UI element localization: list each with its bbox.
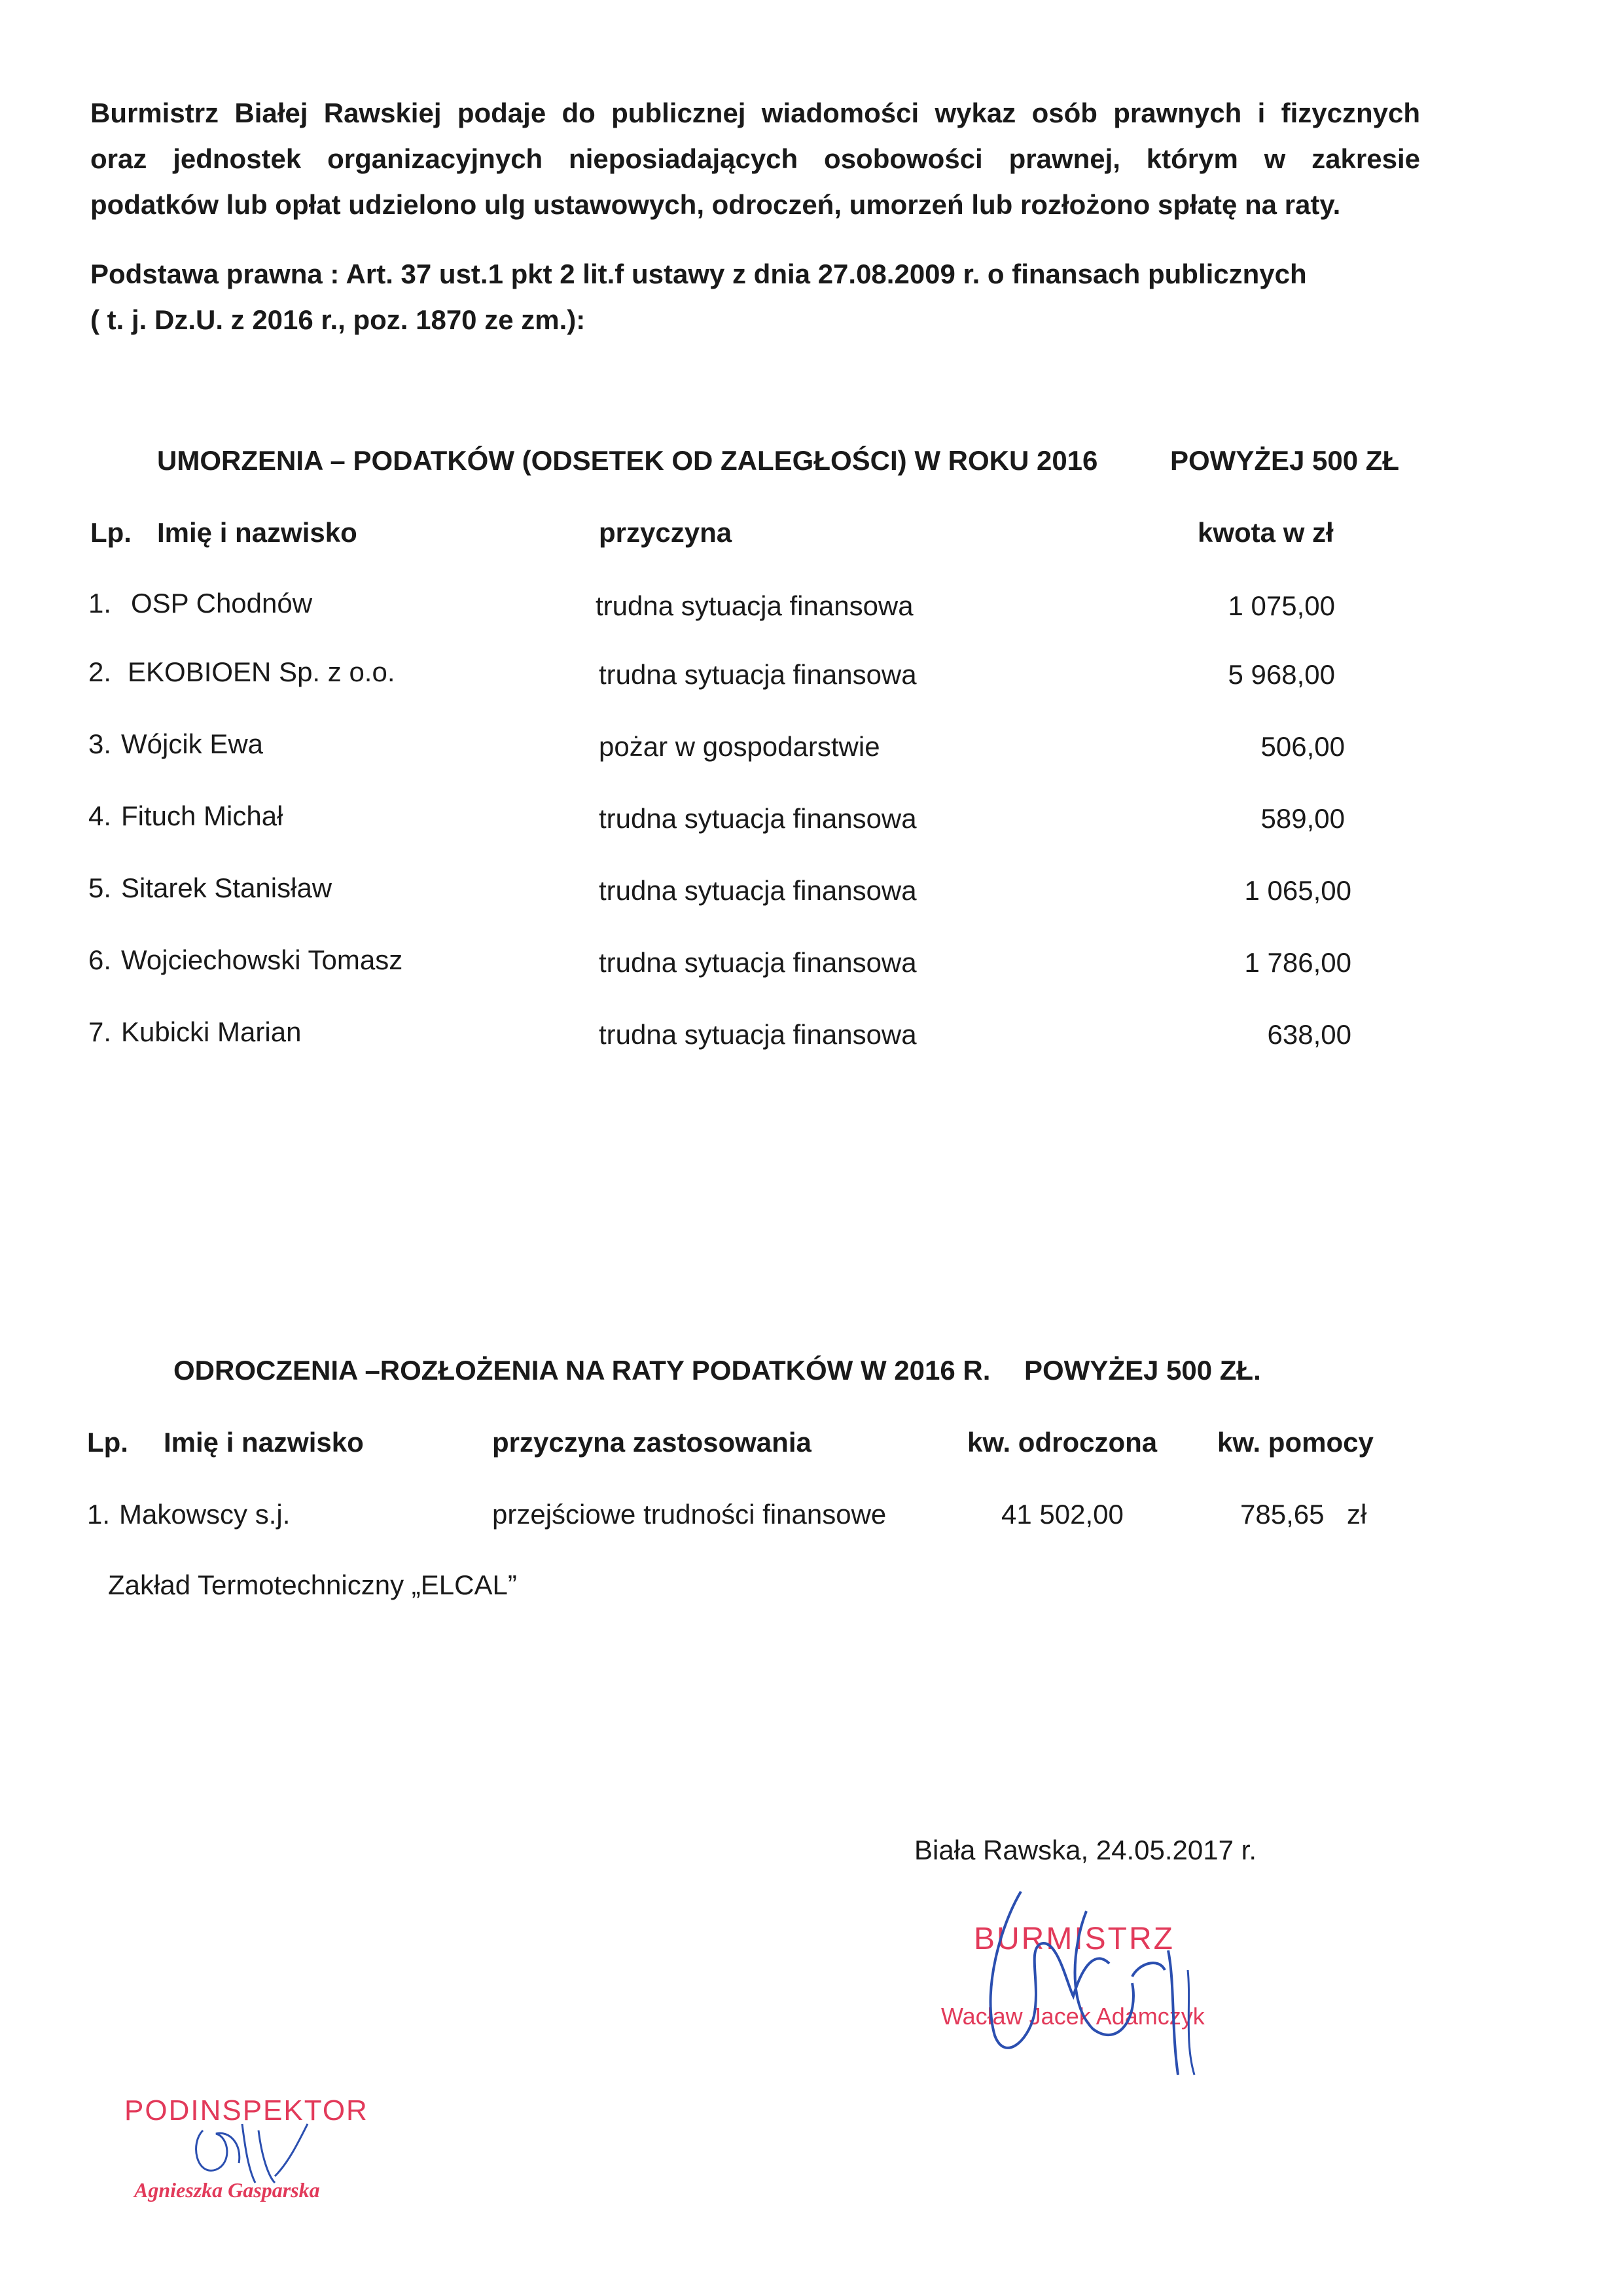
section2-threshold: POWYŻEJ 500 ZŁ. <box>1024 1355 1261 1386</box>
section2-header-name: Imię i nazwisko <box>164 1427 364 1458</box>
table-row-name: Sitarek Stanisław <box>121 872 332 903</box>
table-row-aid: 785,65 <box>1240 1499 1325 1530</box>
table-row-reason: trudna sytuacja finansowa <box>599 1019 917 1050</box>
section2-header-lp: Lp. <box>87 1427 128 1458</box>
table-row-amount: 5 968,00 <box>1228 659 1335 690</box>
table-row-name: OSP Chodnów <box>131 588 313 619</box>
table-row-amount: 638,00 <box>1267 1019 1351 1050</box>
table-row-name: Kubicki Marian <box>121 1016 302 1047</box>
intro-line-1: Burmistrz Białej Rawskiej podaje do publicznej wiadomości wykaz osób prawnych i fizycznych <box>90 98 1420 128</box>
section1-threshold: POWYŻEJ 500 ZŁ <box>1170 445 1400 476</box>
section2-header-reason: przyczyna zastosowania <box>492 1427 812 1458</box>
inspector-stamp-title: PODINSPEKTOR <box>124 2094 368 2126</box>
table-row-amount: 506,00 <box>1260 731 1345 762</box>
mayor-signature-icon <box>942 1872 1217 2088</box>
table-row-deferred: 41 502,00 <box>1001 1499 1124 1530</box>
mayor-stamp-title: BURMISTRZ <box>974 1922 1175 1956</box>
section1-title: UMORZENIA – PODATKÓW (ODSETEK OD ZALEGŁOŚCI) W ROKU 2016 <box>157 445 1098 476</box>
table-row-reason: trudna sytuacja finansowa <box>599 875 917 906</box>
table-row-lp: 2. <box>88 656 112 687</box>
table-row-reason: pożar w gospodarstwie <box>599 731 880 762</box>
intro-line-2: oraz jednostek organizacyjnych nieposiadających osobowości prawnej, którym w zakresie <box>90 143 1420 174</box>
table-row-name: Makowscy s.j. <box>119 1499 291 1530</box>
table-row-name: Fituch Michał <box>121 800 283 831</box>
mayor-stamp-name: Wacław Jacek Adamczyk <box>941 2003 1205 2030</box>
section2-title: ODROCZENIA –ROZŁOŻENIA NA RATY PODATKÓW W 2016 R. <box>173 1355 991 1386</box>
table-row-lp: 1. <box>88 588 112 619</box>
table-row-lp: 1. <box>87 1499 111 1530</box>
section1-header-lp: Lp. <box>90 517 132 548</box>
section2-header-deferred: kw. odroczona <box>967 1427 1158 1458</box>
table-row-name-line2: Zakład Termotechniczny „ELCAL” <box>108 1570 517 1600</box>
table-row-reason: trudna sytuacja finansowa <box>599 659 917 690</box>
table-row-reason: trudna sytuacja finansowa <box>599 947 917 978</box>
table-row-amount: 589,00 <box>1260 803 1345 834</box>
table-row-lp: 3. <box>88 728 112 759</box>
place-and-date: Biała Rawska, 24.05.2017 r. <box>914 1835 1257 1865</box>
table-row-reason: przejściowe trudności finansowe <box>492 1499 887 1530</box>
table-row-amount: 1 065,00 <box>1244 875 1351 906</box>
table-row-lp: 4. <box>88 800 112 831</box>
table-row-reason: trudna sytuacja finansowa <box>596 590 914 621</box>
inspector-stamp-name: Agnieszka Gasparska <box>134 2178 320 2202</box>
table-row-lp: 6. <box>88 944 112 975</box>
table-row-lp: 7. <box>88 1016 112 1047</box>
section1-header-name: Imię i nazwisko <box>157 517 357 548</box>
table-row-reason: trudna sytuacja finansowa <box>599 803 917 834</box>
table-row-name: EKOBIOEN Sp. z o.o. <box>128 656 395 687</box>
inspector-signature-icon <box>177 2104 347 2202</box>
intro-line-3: podatków lub opłat udzielono ulg ustawowych, odroczeń, umorzeń lub rozłożono spłatę na raty. <box>90 189 1341 220</box>
section2-header-aid: kw. pomocy <box>1217 1427 1374 1458</box>
table-row-name: Wojciechowski Tomasz <box>121 944 403 975</box>
table-row-name: Wójcik Ewa <box>121 728 264 759</box>
section1-header-amount: kwota w zł <box>1198 517 1334 548</box>
table-row-lp: 5. <box>88 872 112 903</box>
legal-basis-line-1: Podstawa prawna : Art. 37 ust.1 pkt 2 lit.f ustawy z dnia 27.08.2009 r. o finansach publicznych <box>90 259 1307 289</box>
table-row-amount: 1 786,00 <box>1244 947 1351 978</box>
section1-header-reason: przyczyna <box>599 517 732 548</box>
table-row-aid-unit: zł <box>1347 1499 1367 1530</box>
table-row-amount: 1 075,00 <box>1228 590 1335 621</box>
legal-basis-line-2: ( t. j. Dz.U. z 2016 r., poz. 1870 ze zm.): <box>90 304 586 335</box>
